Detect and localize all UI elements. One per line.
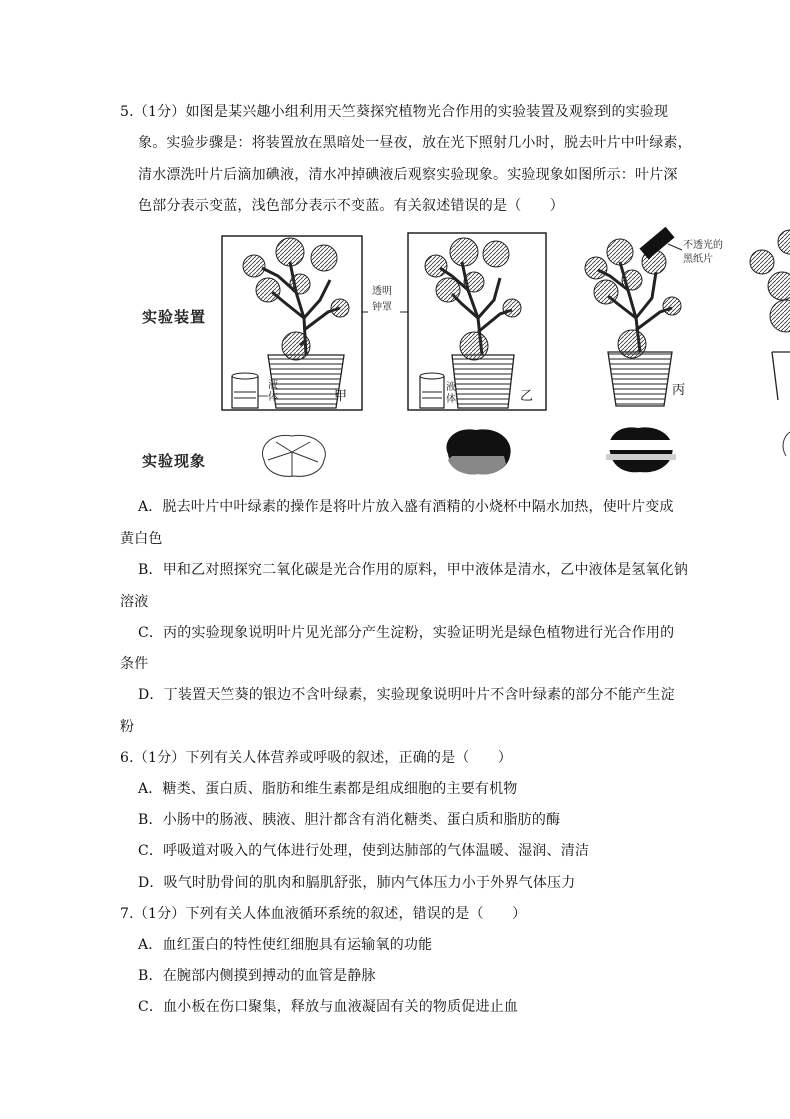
label-jia: 甲 <box>334 389 348 404</box>
q5-option-b-line1: B．甲和乙对照探究二氧化碳是光合作用的原料，甲中液体是清水，乙中液体是氢氧化钠 <box>138 562 689 578</box>
q6-option-a: A．糖类、蛋白质、脂肪和维生素都是组成细胞的主要有机物 <box>138 781 518 797</box>
q6-stem: 6.（1分）下列有关人体营养或呼吸的叙述，正确的是（ ） <box>120 750 513 766</box>
leaf-result-bing <box>606 427 676 472</box>
q6-option-b: B．小肠中的肠液、胰液、胆汁都含有消化糖类、蛋白质和脂肪的酶 <box>138 812 561 828</box>
q7-option-c: C．血小板在伤口聚集，释放与血液凝固有关的物质促进止血 <box>138 999 519 1015</box>
q5-option-c-line1: C．丙的实验现象说明叶片见光部分产生淀粉，实验证明光是绿色植物进行光合作用的 <box>138 625 675 641</box>
row-label-phenomenon: 实验现象 <box>142 452 207 470</box>
row-label-device: 实验装置 <box>142 308 207 326</box>
plant-ding-partial <box>750 230 790 400</box>
leaf-result-ding-partial <box>783 432 790 456</box>
black-paper-label-1: 不透光的 <box>683 240 723 251</box>
q7-option-a: A．血红蛋白的特性使红细胞具有运输氧的功能 <box>138 937 433 953</box>
q5-stem-line2: 象。实验步骤是：将装置放在黑暗处一昼夜，放在光下照射几小时，脱去叶片中叶绿素， <box>138 135 692 151</box>
plant-bing <box>585 239 681 406</box>
q5-option-a-line1: A．脱去叶片中叶绿素的操作是将叶片放入盛有酒精的小烧杯中隔水加热，使叶片变成 <box>138 499 674 515</box>
liquid-label-yi: 液体 <box>446 382 456 405</box>
beaker-jia <box>232 373 268 408</box>
plant-yi <box>425 238 521 408</box>
q5-option-c-line2: 条件 <box>120 656 149 672</box>
q5-option-b-line2: 溶液 <box>120 594 149 610</box>
label-yi: 乙 <box>520 389 534 404</box>
leaf-result-jia <box>262 435 325 476</box>
leaf-result-yi <box>446 429 510 474</box>
q6-option-c: C．呼吸道对吸入的气体进行处理，使到达肺部的气体温暖、湿润、清洁 <box>138 843 590 859</box>
liquid-label-jia: 液体 <box>268 380 278 403</box>
q5-option-a-line2: 黄白色 <box>120 531 163 547</box>
apparatus-drawings <box>0 0 790 500</box>
q5-option-d-line2: 粉 <box>120 719 135 735</box>
black-paper-label-2: 黑纸片 <box>683 254 713 265</box>
q5-stem-line3: 清水漂洗叶片后滴加碘液，清水冲掉碘液后观察实验现象。实验现象如图所示：叶片深 <box>138 167 678 183</box>
q5-option-d-line1: D．丁装置天竺葵的银边不含叶绿素，实验现象说明叶片不含叶绿素的部分不能产生淀 <box>138 687 675 703</box>
q6-option-d: D．吸气时肋骨间的肌肉和膈肌舒张，肺内气体压力小于外界气体压力 <box>138 875 576 891</box>
q5-stem-line4: 色部分表示变蓝，浅色部分表示不变蓝。有关叙述错误的是（ ） <box>138 198 564 214</box>
bell-jar-label-2: 钟罩 <box>372 302 392 313</box>
q7-option-b: B．在腕部内侧摸到搏动的血管是静脉 <box>138 968 376 984</box>
beaker-yi <box>420 373 444 408</box>
bell-jar-label-1: 透明 <box>372 286 392 297</box>
plant-jia <box>243 238 349 408</box>
label-bing: 丙 <box>672 383 686 398</box>
q5-stem-line1: 5.（1分）如图是某兴趣小组利用天竺葵探究植物光合作用的实验装置及观察到的实验现 <box>120 104 669 120</box>
q7-stem: 7.（1分）下列有关人体血液循环系统的叙述，错误的是（ ） <box>120 906 527 922</box>
